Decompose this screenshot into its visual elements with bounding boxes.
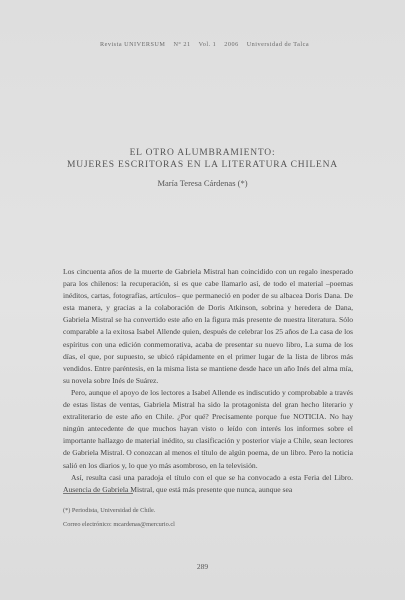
issue-number: N° 21 (173, 41, 191, 48)
author-affiliation-note: (*) Periodista, Universidad de Chile. (63, 507, 156, 514)
university: Universidad de Talca (246, 41, 310, 48)
year: 2006 (224, 41, 239, 48)
running-head (100, 41, 315, 48)
paragraph: Los cincuenta años de la muerte de Gabriela Mistral han coincidido con un regalo inesperado para los chilenos: la recuperación, si es que cabe llamarlo así, de todo el material –poemas inéditos, cartas, fotografías, artículos– que permaneció en poder de su albacea Doris Dana. De esta manera, y gracias a la colaboración de Doris Atkinson, sobrina y heredera de Dana, Gabriela Mistral se ha convertido este año en la figura más presente de nuestra literatura. Sólo comparable a la exitosa Isabel Allende quien, después de celebrar los 25 años de La casa de los espíritus con una edición conmemorativa, acaba de presentar su nuevo libro, La suma de los días, el que, por supuesto, se ubicó rápidamente en el primer lugar de la lista de libros más vendidos. Entre paréntesis, en la misma lista se mantiene desde hace un año Inés del alma mía, su novela sobre Inés de Suárez. (63, 267, 353, 385)
title-line-2: MUJERES ESCRITORAS EN LA LITERATURA CHILENA (67, 160, 338, 170)
author-email-note: Correo electrónico: mcardenas@mercurio.cl (63, 521, 175, 528)
article-title (0, 147, 405, 171)
paragraph: Pero, aunque el apoyo de los lectores a Isabel Allende es indiscutido y comprobable a través de estas listas de ventas, Gabriela Mistral ha sido la protagonista del gran hecho literario y extraliterario de este año en Chile. ¿Por qué? Precisamente porque fue NOTICIA. No hay ningún antecedente de que muchos hayan visto o leído con interés los informes sobre el importante hallazgo de material inédito, su clasificación y posterior viaje a Chile, sean lectores de Gabriela Mistral. O conozcan al menos el título de algún poema, de un libro. Pero la noticia salió en los diarios y, lo que yo más asombroso, en la televisión. (63, 387, 353, 470)
title-line-1: EL OTRO ALUMBRAMIENTO: (129, 148, 276, 158)
paragraph: Así, resulta casi una paradoja el título con el que se ha convocado a esta Feria del Libro. Ausencia de Gabriela Mistral, que está más presente que nunca, aunque sea (63, 472, 353, 494)
footnotes (63, 504, 353, 532)
volume: Vol. 1 (198, 41, 217, 48)
article-body (63, 266, 353, 496)
page-number: 289 (196, 562, 209, 571)
journal-name: Revista UNIVERSUM (100, 41, 166, 48)
footnote-divider (63, 493, 133, 494)
author-name: María Teresa Cárdenas (*) (157, 178, 248, 188)
